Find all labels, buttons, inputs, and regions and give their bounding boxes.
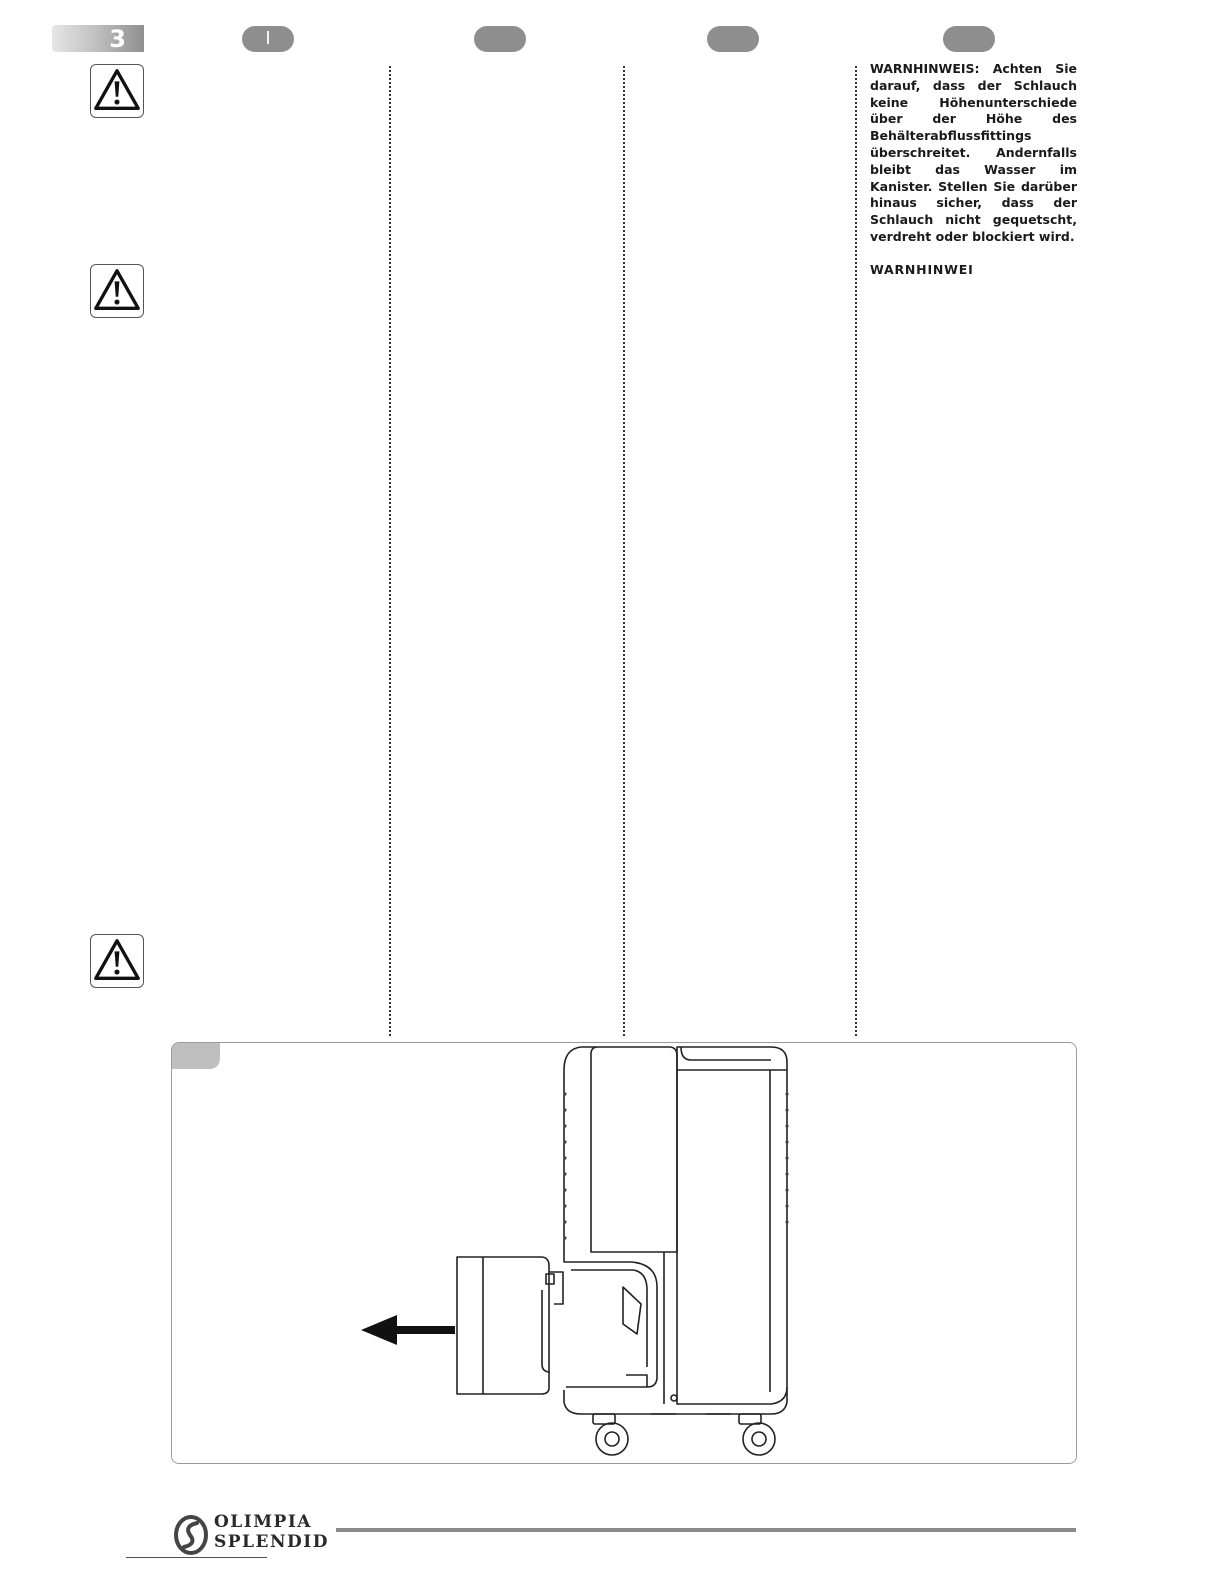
- language-tab-italian[interactable]: I: [242, 26, 294, 52]
- language-tab-2[interactable]: [474, 26, 526, 52]
- column-divider: [389, 66, 391, 1036]
- footer-link-underline[interactable]: [126, 1557, 267, 1558]
- warning-triangle-icon: [90, 64, 144, 118]
- column-divider: [623, 66, 625, 1036]
- brand-name-line1: OLIMPIA: [214, 1512, 312, 1532]
- page-number: 3: [109, 25, 126, 53]
- page-number-tab: [52, 25, 144, 52]
- footer-rule: [336, 1528, 1076, 1532]
- warning-paragraph: WARNHINWEIS: Achten Sie darauf, dass der Schlauch keine Höhenunterschiede über der Höhe des Behälterabflussfittings überschreitet. Andernfalls bleibt das Wasser im Kanister. Stellen Sie darüber hinaus sicher, dass der Schlauch nicht gequetscht, verdreht oder blockiert wird.: [870, 61, 1077, 244]
- brand-logo: [170, 1510, 330, 1558]
- warning-heading: WARNHINWEI: [870, 262, 974, 277]
- warning-triangle-icon: [90, 934, 144, 988]
- language-tab-4[interactable]: [943, 26, 995, 52]
- warning-triangle-icon: [90, 264, 144, 318]
- dehumidifier-illustration: [171, 1042, 1077, 1464]
- language-tab-3[interactable]: [707, 26, 759, 52]
- logo-mark-icon: [170, 1514, 212, 1556]
- column-divider: [855, 66, 857, 1036]
- brand-name-line2: SPLENDID: [214, 1532, 329, 1552]
- arrow-left-icon: [361, 1315, 455, 1345]
